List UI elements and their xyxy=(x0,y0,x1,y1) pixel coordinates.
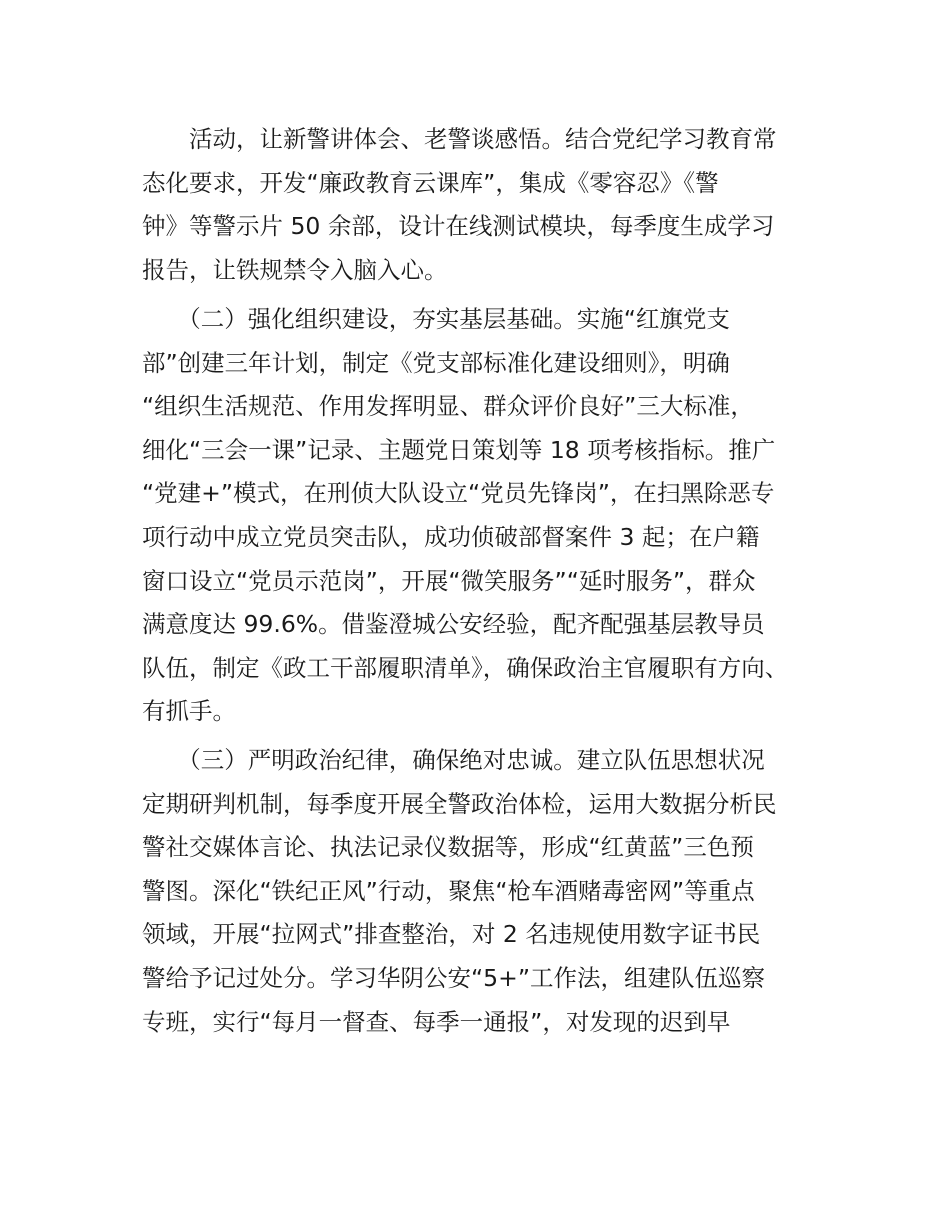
text-line: 警给予记过处分。学习华阴公安“5+”工作法，组建队伍巡察 xyxy=(142,963,765,992)
paragraph-3-political-discipline xyxy=(142,739,842,1044)
text-line: 警图。深化“铁纪正风”行动，聚焦“枪车酒赌毒密网”等重点 xyxy=(142,876,755,905)
text-line: （二）强化组织建设，夯实基层基础。实施“红旗党支 xyxy=(142,305,730,333)
text-line: 活动，让新警讲体会、老警谈感悟。结合党纪学习教育常 xyxy=(142,125,777,153)
text-line: 部”创建三年计划，制定《党支部标准化建设细则》，明确 xyxy=(142,348,730,377)
text-line: 队伍，制定《政工干部履职清单》，确保政治主官履职有方向、 xyxy=(142,653,789,682)
text-line: 满意度达 99.6%。借鉴澄城公安经验，配齐配强基层教导员 xyxy=(142,610,765,639)
text-line: 态化要求，开发“廉政教育云课库”，集成《零容忍》《警 xyxy=(142,168,719,197)
text-line: 窗口设立“党员示范岗”，开展“微笑服务”“延时服务”，群众 xyxy=(142,566,756,595)
paragraph-2-organization-building xyxy=(142,298,842,734)
text-line: 报告，让铁规禁令入脑入心。 xyxy=(142,255,448,284)
text-line: 钟》等警示片 50 余部，设计在线测试模块，每季度生成学习 xyxy=(142,212,775,241)
text-line: 有抓手。 xyxy=(142,697,236,726)
text-line: 专班，实行“每月一督查、每季一通报”，对发现的迟到早 xyxy=(142,1007,731,1036)
text-line: 细化“三会一课”记录、主题党日策划等 18 项考核指标。推广 xyxy=(142,435,776,464)
text-line: “党建+”模式，在刑侦大队设立“党员先锋岗”，在扫黑除恶专 xyxy=(142,479,775,508)
text-line: 领域，开展“拉网式”排查整治，对 2 名违规使用数字证书民 xyxy=(142,920,761,949)
text-line: 项行动中成立党员突击队，成功侦破部督案件 3 起；在户籍 xyxy=(142,522,760,551)
text-line: 警社交媒体言论、执法记录仪数据等，形成“红黄蓝”三色预 xyxy=(142,833,754,862)
paragraph-1 xyxy=(142,118,842,292)
text-line: （三）严明政治纪律，确保绝对忠诚。建立队伍思想状况 xyxy=(142,746,765,774)
text-line: 定期研判机制，每季度开展全警政治体检，运用大数据分析民 xyxy=(142,789,777,818)
text-line: “组织生活规范、作用发挥明显、群众评价良好”三大标准， xyxy=(142,392,754,421)
